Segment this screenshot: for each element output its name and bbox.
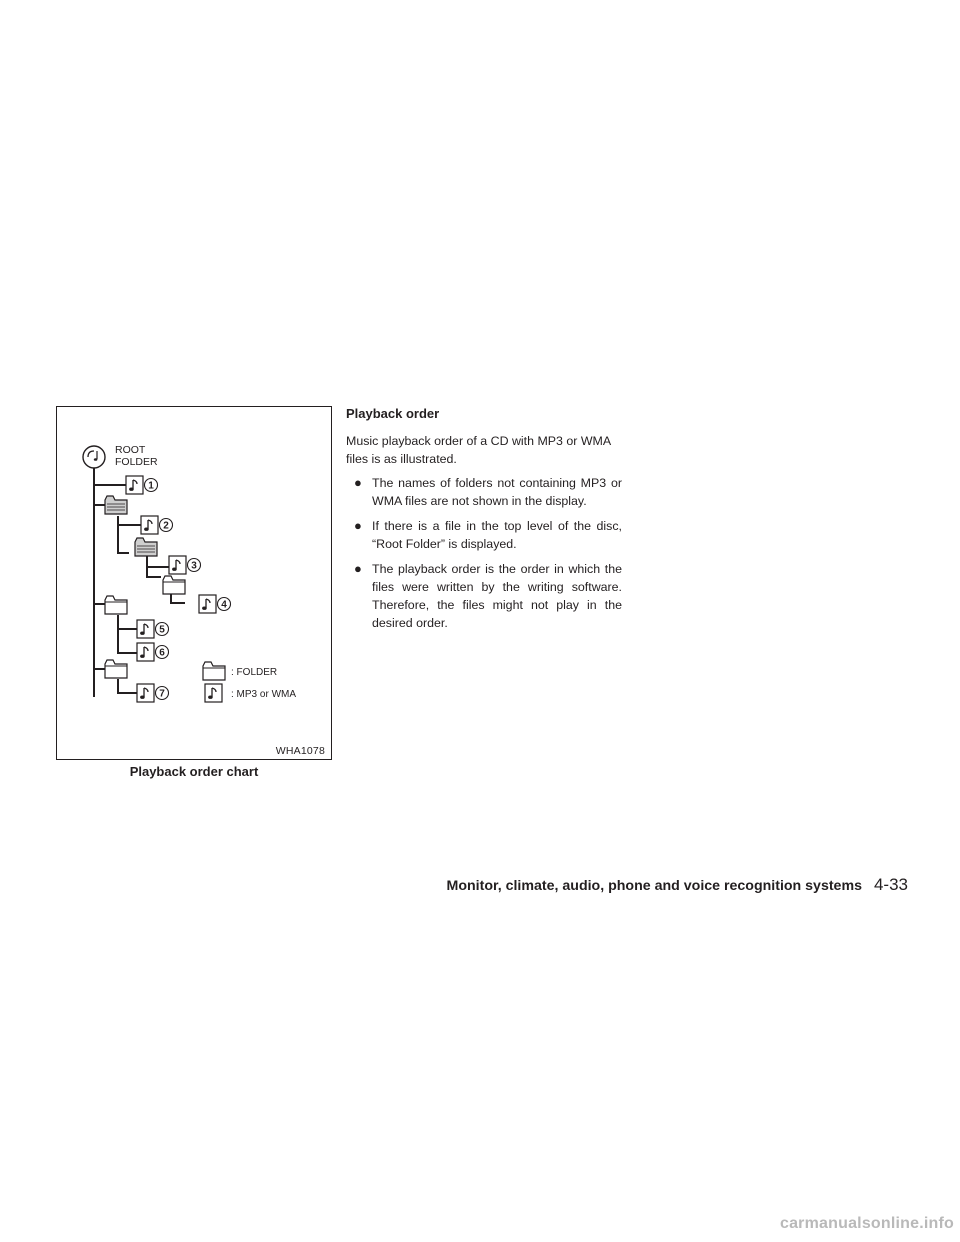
- page-footer: [447, 875, 909, 895]
- track-number-4: 4: [221, 599, 227, 611]
- track-number-5: 5: [159, 624, 165, 636]
- track-number-7: 7: [159, 688, 165, 700]
- bullet-icon: ●: [354, 518, 362, 533]
- list-item: [346, 474, 622, 510]
- track-number-2: 2: [163, 520, 169, 532]
- track-number-1: 1: [148, 480, 154, 492]
- bullet-text: If there is a file in the top level of the disc, “Root Folder” is displayed.: [372, 519, 622, 551]
- legend-folder-icon: [203, 662, 225, 680]
- bullet-text: The names of folders not containing MP3 or WMA files are not shown in the display.: [372, 476, 622, 508]
- watermark: carmanualsonline.info: [779, 1215, 954, 1232]
- track-number-3: 3: [191, 560, 197, 572]
- legend-folder-label: : FOLDER: [231, 667, 278, 678]
- music-file-icon: [137, 620, 154, 638]
- intro-paragraph: Music playback order of a CD with MP3 or WMA files is as illustrated.: [346, 434, 611, 466]
- legend-file-icon: [205, 684, 222, 702]
- track-number-6: 6: [159, 647, 165, 659]
- figure-caption: Playback order chart: [129, 764, 259, 779]
- music-file-icon: [169, 556, 186, 574]
- playback-order-figure: [56, 406, 332, 760]
- disc-root-icon: [83, 446, 105, 468]
- page-number: 4-33: [873, 875, 908, 894]
- list-item: [346, 517, 622, 553]
- folder-icon: [135, 538, 157, 556]
- root-label-line2: FOLDER: [115, 456, 158, 468]
- folder-icon: [105, 660, 127, 678]
- bullet-text: The playback order is the order in which the files were written by the writing software. Therefore, the files might not play in the desired order.: [372, 562, 622, 630]
- playback-order-tree: [57, 407, 333, 761]
- section-title: Playback order: [346, 406, 440, 421]
- footer-section-title: Monitor, climate, audio, phone and voice recognition systems: [446, 878, 862, 894]
- music-file-icon: [137, 684, 154, 702]
- bullet-icon: ●: [354, 561, 362, 576]
- music-file-icon: [141, 516, 158, 534]
- folder-icon: [105, 596, 127, 614]
- music-file-icon: [199, 595, 216, 613]
- bullet-icon: ●: [354, 475, 362, 490]
- folder-icon: [105, 496, 127, 514]
- music-file-icon: [137, 643, 154, 661]
- bullet-list: [346, 474, 622, 632]
- figure-code: WHA1078: [275, 745, 325, 757]
- root-label-line1: ROOT: [115, 444, 146, 456]
- list-item: [346, 560, 622, 632]
- music-file-icon: [126, 476, 143, 494]
- content-column: [346, 405, 622, 639]
- legend-file-label: : MP3 or WMA: [231, 689, 297, 700]
- folder-icon: [163, 576, 185, 594]
